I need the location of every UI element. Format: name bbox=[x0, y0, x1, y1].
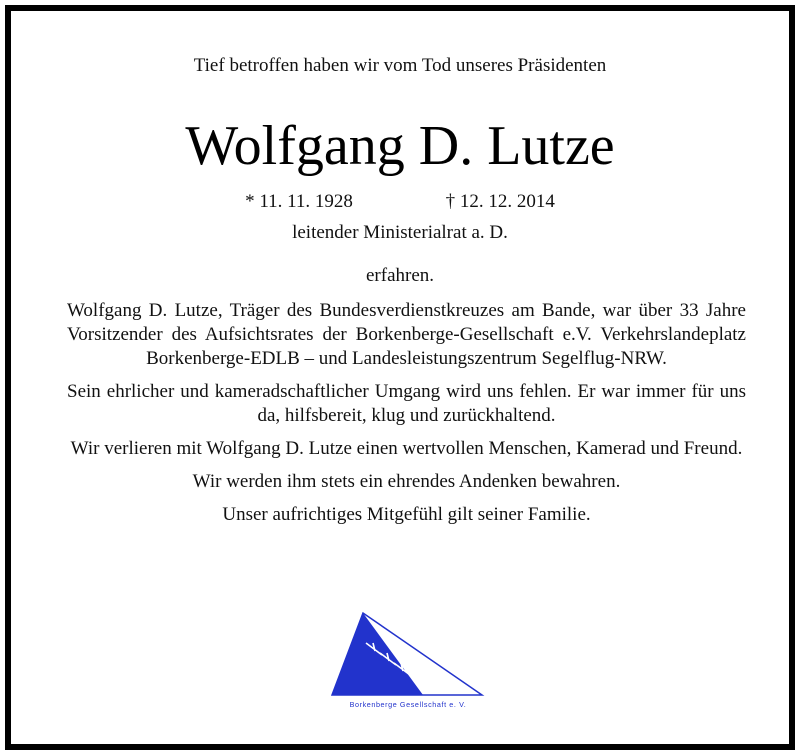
paragraph-biography: Wolfgang D. Lutze, Träger des Bundesverdienstkreuzes am Bande, war über 33 Jahre Vorsitzender des Aufsichtsrates der Borkenberge-Gesellschaft e.V. Verkehrslandeplatz Borkenberge-EDLB – und Landesleistungszentrum Segelflug-NRW. bbox=[67, 300, 746, 369]
deceased-name: Wolfgang D. Lutze bbox=[185, 115, 615, 177]
death-date: † 12. 12. 2014 bbox=[445, 191, 555, 212]
logo-caption: Borkenberge Gesellschaft e. V. bbox=[349, 700, 467, 709]
paragraph-memory: Wir werden ihm stets ein ehrendes Andenken bewahren. bbox=[192, 471, 621, 492]
mountain-triangle-icon bbox=[332, 613, 482, 695]
closing-verb: erfahren. bbox=[365, 265, 435, 286]
life-dates bbox=[11, 191, 789, 213]
professional-title: leitender Ministerialrat a. D. bbox=[292, 222, 508, 243]
birth-date: * 11. 11. 1928 bbox=[245, 191, 353, 212]
notice-body bbox=[67, 299, 746, 536]
borkenberge-logo bbox=[326, 611, 490, 711]
obituary-notice bbox=[5, 5, 795, 750]
intro-text: Tief betroffen haben wir vom Tod unseres Präsidenten bbox=[193, 55, 607, 76]
paragraph-character: Sein ehrlicher und kameradschaftlicher Umgang wird uns fehlen. Er war immer für uns da, hilfsbereit, klug und zurückhaltend. bbox=[67, 381, 746, 426]
paragraph-condolence: Unser aufrichtiges Mitgefühl gilt seiner Familie. bbox=[222, 504, 591, 525]
paragraph-loss: Wir verlieren mit Wolfgang D. Lutze einen wertvollen Menschen, Kamerad und Freund. bbox=[70, 438, 743, 459]
